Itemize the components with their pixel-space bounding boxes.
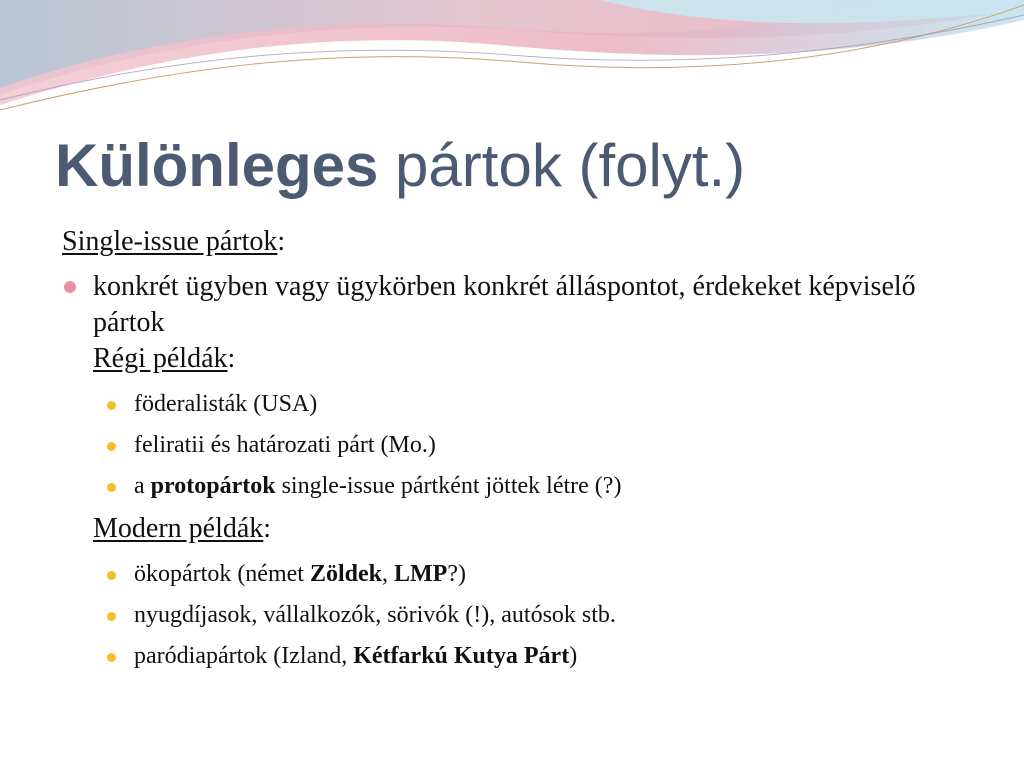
bullet-text: konkrét ügyben vagy ügykörben konkrét álláspontot, érdekeket képviselő pártok xyxy=(93,271,916,338)
slide-content xyxy=(62,225,982,671)
bullet-dot-icon xyxy=(107,612,116,621)
list-item: nyugdíjasok, vállalkozók, sörivók (!), autósok stb. xyxy=(62,600,982,630)
list-item: a protopártok single-issue pártként jöttek létre (?) xyxy=(62,471,982,501)
list-item: föderalisták (USA) xyxy=(62,389,982,419)
list-item: ökopártok (német Zöldek, LMP?) xyxy=(62,559,982,589)
old-examples-heading: Régi példák: xyxy=(93,343,236,374)
slide-title: Különleges pártok (folyt.) xyxy=(55,132,746,199)
modern-examples-heading: Modern példák: xyxy=(93,513,272,544)
section-heading: Single-issue pártok: xyxy=(62,226,286,257)
list-item: paródiapártok (Izland, Kétfarkú Kutya Párt) xyxy=(62,641,982,671)
bullet-dot-icon xyxy=(107,442,116,451)
bullet-dot-icon xyxy=(64,281,76,293)
list-item: feliratii és határozati párt (Mo.) xyxy=(62,430,982,460)
bullet-dot-icon xyxy=(107,653,116,662)
bullet-level1 xyxy=(62,269,982,341)
bullet-dot-icon xyxy=(107,483,116,492)
bullet-dot-icon xyxy=(107,401,116,410)
decorative-wave-banner xyxy=(0,0,1024,120)
bullet-dot-icon xyxy=(107,571,116,580)
